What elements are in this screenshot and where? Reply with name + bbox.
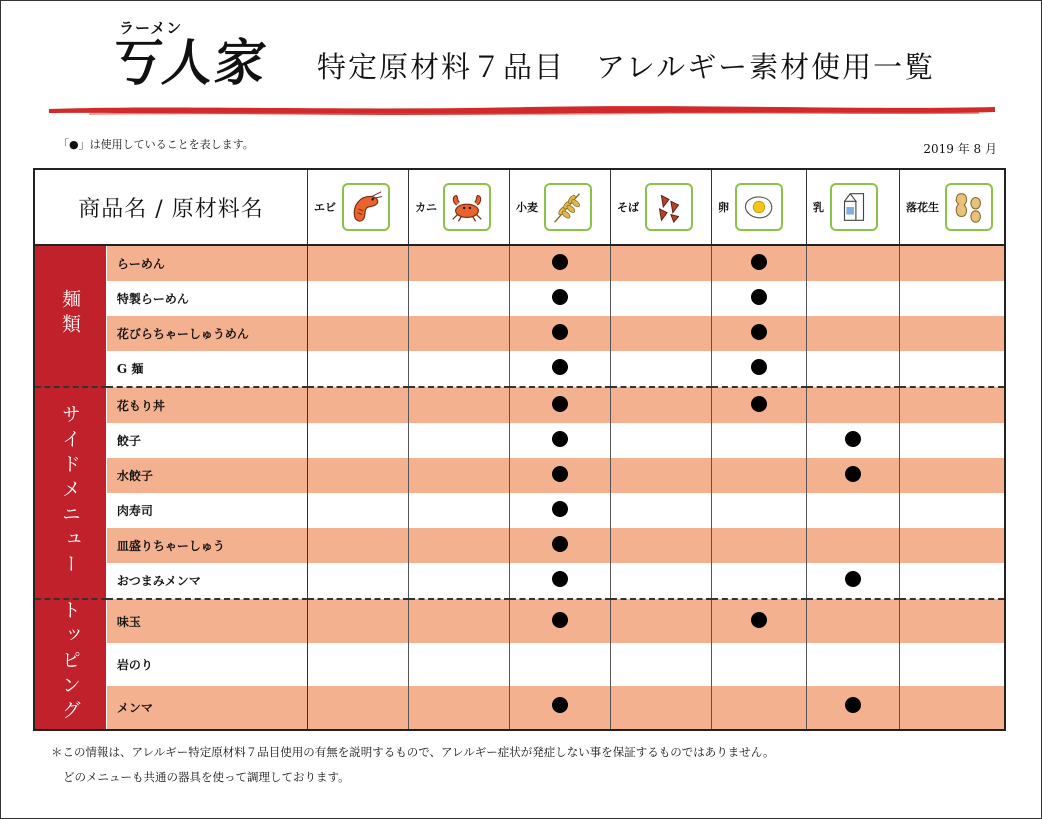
allergen-cell (900, 316, 1005, 351)
product-name: 餃子 (106, 423, 307, 458)
allergen-cell (611, 599, 712, 643)
product-name: おつまみメンマ (106, 563, 307, 599)
allergen-cell (611, 493, 712, 528)
allergen-cell (510, 686, 611, 730)
allergen-cell (611, 245, 712, 281)
allergen-cell (611, 387, 712, 423)
used-marker (751, 289, 767, 305)
allergen-cell (308, 686, 409, 730)
allergen-cell (409, 528, 510, 563)
allergen-cell (409, 493, 510, 528)
allergen-cell (409, 316, 510, 351)
allergen-cell (510, 387, 611, 423)
category-cell (34, 599, 106, 730)
allergen-cell (611, 643, 712, 686)
product-name: 水餃子 (106, 458, 307, 493)
allergen-cell (510, 281, 611, 316)
allergen-cell (611, 281, 712, 316)
allergen-cell (510, 528, 611, 563)
allergen-cell (308, 643, 409, 686)
table-row (34, 458, 1005, 493)
allergen-cell (308, 423, 409, 458)
used-marker (845, 431, 861, 447)
used-marker (552, 697, 568, 713)
allergen-cell (712, 599, 807, 643)
allergen-label: 落花生 (906, 201, 939, 214)
allergen-cell (510, 643, 611, 686)
allergen-cell (900, 599, 1005, 643)
category-cell (34, 245, 106, 387)
allergen-cell (807, 493, 900, 528)
table-row (34, 316, 1005, 351)
product-name: メンマ (106, 686, 307, 730)
allergen-cell (611, 458, 712, 493)
allergen-cell (409, 563, 510, 599)
table-row (34, 643, 1005, 686)
allergen-cell (409, 599, 510, 643)
allergy-table-body (34, 245, 1005, 730)
allergen-cell (308, 316, 409, 351)
allergen-cell (308, 528, 409, 563)
product-name: 味玉 (106, 599, 307, 643)
allergen-cell (409, 686, 510, 730)
allergen-cell (807, 423, 900, 458)
allergen-cell (807, 563, 900, 599)
used-marker (751, 359, 767, 375)
allergen-cell (807, 528, 900, 563)
logo-subtitle: ラーメン (119, 19, 183, 37)
allergen-cell (807, 599, 900, 643)
allergen-header-buckwheat (611, 169, 712, 245)
product-name: 岩のり (106, 643, 307, 686)
allergen-cell (807, 643, 900, 686)
used-marker (751, 324, 767, 340)
allergen-cell (900, 563, 1005, 599)
table-row (34, 563, 1005, 599)
allergen-header-crab (409, 169, 510, 245)
allergen-cell (807, 458, 900, 493)
allergen-header-egg (712, 169, 807, 245)
allergen-cell (807, 351, 900, 387)
allergen-cell (807, 281, 900, 316)
allergen-cell (510, 245, 611, 281)
used-marker (845, 697, 861, 713)
shrimp-icon (342, 183, 390, 231)
used-marker (552, 431, 568, 447)
table-row (34, 686, 1005, 730)
allergen-cell (611, 423, 712, 458)
allergen-cell (308, 458, 409, 493)
allergen-cell (308, 245, 409, 281)
buckwheat-icon (645, 183, 693, 231)
page-title: 特定原材料７品目 アレルギー素材使用一覧 (317, 50, 936, 84)
allergen-label: 卵 (718, 201, 729, 214)
allergen-cell (712, 686, 807, 730)
allergen-header-peanut (900, 169, 1005, 245)
allergen-cell (712, 387, 807, 423)
allergen-cell (900, 423, 1005, 458)
allergen-cell (510, 458, 611, 493)
allergen-cell (807, 245, 900, 281)
product-name: 肉寿司 (106, 493, 307, 528)
allergen-cell (510, 493, 611, 528)
used-marker (552, 396, 568, 412)
allergen-cell (807, 316, 900, 351)
allergen-cell (510, 423, 611, 458)
product-name: 特製らーめん (106, 281, 307, 316)
allergen-label: 乳 (813, 201, 824, 214)
used-marker (552, 501, 568, 517)
allergen-header-milk (807, 169, 900, 245)
allergen-header-shrimp (308, 169, 409, 245)
allergy-table (33, 168, 1006, 731)
used-marker (845, 466, 861, 482)
product-name: G 麺 (106, 351, 307, 387)
allergen-cell (611, 316, 712, 351)
header-row (34, 169, 1005, 245)
allergen-cell (308, 599, 409, 643)
allergen-cell (712, 351, 807, 387)
used-marker (552, 359, 568, 375)
brush-stroke-divider (49, 101, 995, 119)
peanut-icon (945, 183, 993, 231)
allergen-cell (712, 643, 807, 686)
allergen-cell (611, 686, 712, 730)
used-marker (552, 254, 568, 270)
crab-icon (443, 183, 491, 231)
product-name: らーめん (106, 245, 307, 281)
table-row (34, 281, 1005, 316)
allergen-cell (712, 423, 807, 458)
used-marker (552, 612, 568, 628)
allergen-cell (409, 281, 510, 316)
milk-icon (830, 183, 878, 231)
date-label: 2019 年 8 月 (923, 142, 997, 156)
allergen-cell (611, 351, 712, 387)
table-row (34, 528, 1005, 563)
allergen-cell (900, 643, 1005, 686)
allergen-cell (409, 245, 510, 281)
table-row (34, 493, 1005, 528)
used-marker (751, 612, 767, 628)
used-marker (751, 254, 767, 270)
product-name: 花もり丼 (106, 387, 307, 423)
allergen-cell (611, 563, 712, 599)
allergen-cell (900, 528, 1005, 563)
allergen-cell (900, 458, 1005, 493)
allergen-cell (712, 528, 807, 563)
table-row (34, 387, 1005, 423)
category-cell (34, 387, 106, 599)
wheat-icon (544, 183, 592, 231)
allergen-cell (308, 281, 409, 316)
allergen-label: そば (617, 201, 639, 214)
allergen-label: エビ (314, 201, 336, 214)
table-row (34, 351, 1005, 387)
allergen-cell (712, 245, 807, 281)
product-name: 花びらちゃーしゅうめん (106, 316, 307, 351)
used-marker (552, 466, 568, 482)
allergen-cell (510, 316, 611, 351)
allergen-cell (510, 599, 611, 643)
allergen-cell (409, 458, 510, 493)
allergen-cell (900, 686, 1005, 730)
logo-name: 丂人家 (106, 33, 272, 92)
allergen-cell (900, 245, 1005, 281)
allergen-cell (807, 686, 900, 730)
allergen-cell (900, 281, 1005, 316)
allergen-cell (510, 351, 611, 387)
allergen-cell (409, 387, 510, 423)
used-marker (751, 396, 767, 412)
used-marker (552, 324, 568, 340)
allergen-label: 小麦 (516, 201, 538, 214)
table-row (34, 423, 1005, 458)
allergen-cell (308, 493, 409, 528)
allergen-header-wheat (510, 169, 611, 245)
allergen-cell (712, 281, 807, 316)
allergen-cell (807, 387, 900, 423)
allergen-cell (409, 351, 510, 387)
egg-icon (735, 183, 783, 231)
allergen-cell (712, 493, 807, 528)
allergen-cell (900, 493, 1005, 528)
category-label: サイドメニュー (58, 403, 81, 579)
used-marker (552, 289, 568, 305)
allergen-cell (409, 423, 510, 458)
footnote-line-2: どのメニューも共通の器具を使って調理しております。 (63, 770, 350, 784)
allergen-cell (712, 563, 807, 599)
table-row (34, 599, 1005, 643)
allergen-cell (308, 351, 409, 387)
product-name-header: 商品名 / 原材料名 (34, 169, 308, 245)
legend-note: 「●」は使用していることを表します。 (58, 138, 254, 151)
allergen-label: カニ (415, 201, 437, 214)
footnote (51, 740, 774, 790)
allergen-cell (900, 351, 1005, 387)
allergen-cell (712, 458, 807, 493)
allergen-cell (611, 528, 712, 563)
used-marker (552, 536, 568, 552)
used-marker (552, 571, 568, 587)
category-label: トッピング (58, 600, 81, 725)
product-name: 皿盛りちゃーしゅう (106, 528, 307, 563)
footnote-line-1: ＊この情報は、アレルギー特定原材料７品目使用の有無を説明するもので、アレルギー症状が発症しない事を保証するものではありません。 (51, 745, 775, 759)
allergen-cell (510, 563, 611, 599)
allergen-cell (308, 563, 409, 599)
allergen-cell (308, 387, 409, 423)
allergen-cell (409, 643, 510, 686)
allergen-cell (712, 316, 807, 351)
table-row (34, 245, 1005, 281)
used-marker (845, 571, 861, 587)
category-label: 麺類 (58, 289, 81, 339)
allergen-cell (900, 387, 1005, 423)
